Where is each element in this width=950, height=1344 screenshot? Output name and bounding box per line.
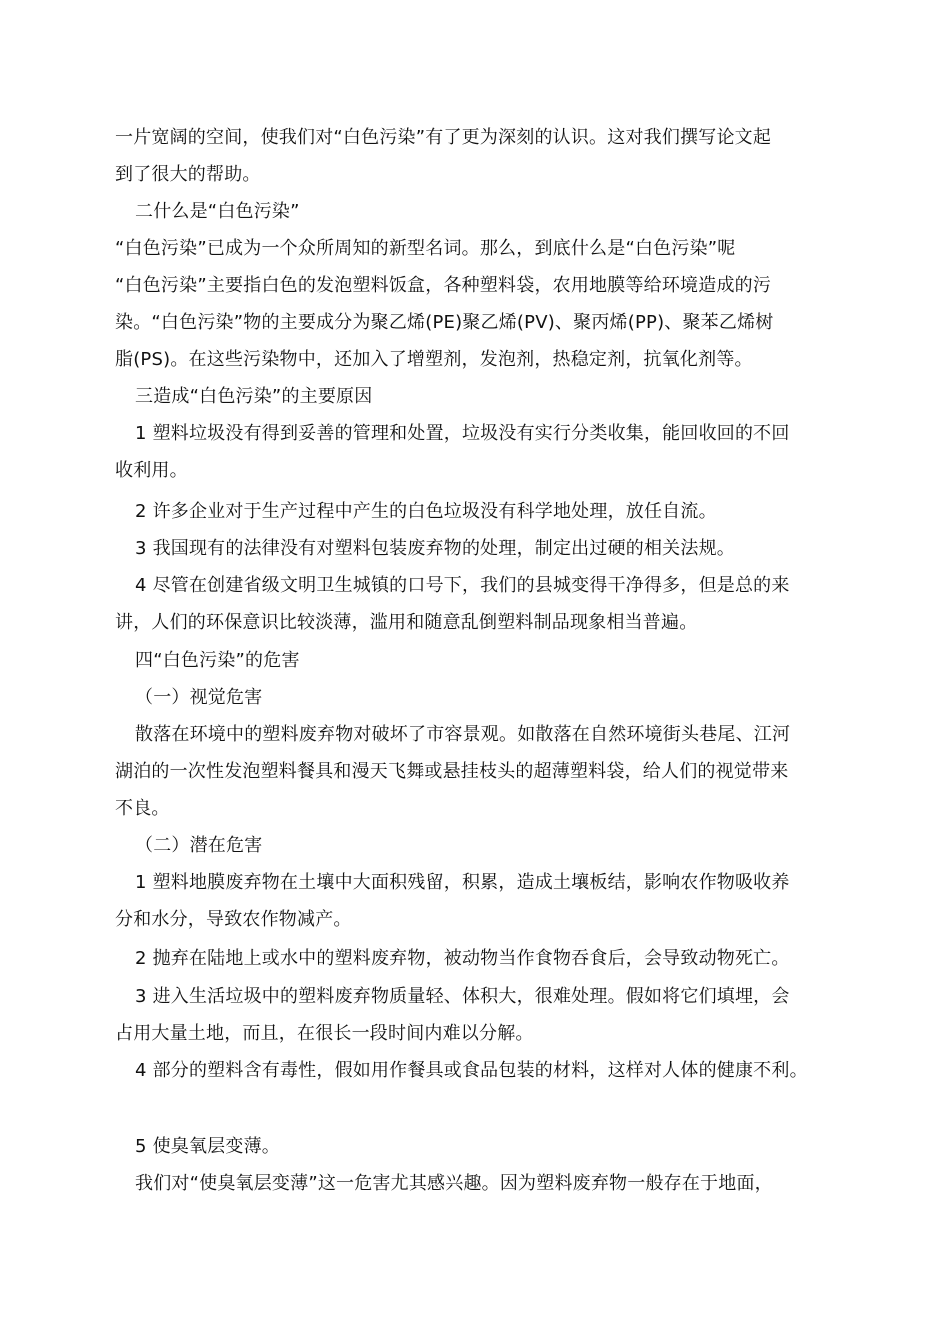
text-line: 我们对“使臭氧层变薄”这一危害尤其感兴趣。因为塑料废弃物一般存在于地面，	[135, 1173, 773, 1194]
subsection-heading: （二）潜在危害	[135, 835, 263, 856]
section-heading: 四“白色污染”的危害	[135, 650, 300, 671]
text-line: 散落在环境中的塑料废弃物对破坏了市容景观。如散落在自然环境街头巷尾、江河	[135, 724, 791, 745]
text-line: 分和水分，导致农作物减产。	[115, 909, 352, 930]
text-line: 不良。	[115, 798, 170, 819]
text-line: 1 塑料垃圾没有得到妥善的管理和处置，垃圾没有实行分类收集，能回收回的不回	[135, 423, 790, 444]
text-line: 1 塑料地膜废弃物在土壤中大面积残留，积累，造成土壤板结，影响农作物吸收养	[135, 872, 790, 893]
text-line: 收利用。	[115, 460, 188, 481]
subsection-heading: （一）视觉危害	[135, 687, 263, 708]
text-line: 脂(PS)。在这些污染物中，还加入了增塑剂，发泡剂，热稳定剂，抗氧化剂等。	[115, 349, 753, 370]
section-heading: 二什么是“白色污染”	[135, 201, 300, 222]
text-line: 到了很大的帮助。	[115, 164, 261, 185]
text-line: 染。“白色污染”物的主要成分为聚乙烯(PE)聚乙烯(PV)、聚丙烯(PP)、聚苯乙烯树	[115, 312, 774, 333]
text-line: 3 我国现有的法律没有对塑料包装废弃物的处理，制定出过硬的相关法规。	[135, 538, 735, 559]
text-line: 一片宽阔的空间，使我们对“白色污染”有了更为深刻的认识。这对我们撰写论文起	[115, 127, 772, 148]
text-line: 3 进入生活垃圾中的塑料废弃物质量轻、体积大，很难处理。假如将它们填埋，会	[135, 986, 790, 1007]
text-line: 2 许多企业对于生产过程中产生的白色垃圾没有科学地处理，放任自流。	[135, 501, 717, 522]
text-line: “白色污染”已成为一个众所周知的新型名词。那么，到底什么是“白色污染”呢	[115, 238, 736, 259]
text-line: 5 使臭氧层变薄。	[135, 1136, 280, 1157]
text-line: 4 尽管在创建省级文明卫生城镇的口号下，我们的县城变得干净得多，但是总的来	[135, 575, 790, 596]
text-line: 4 部分的塑料含有毒性，假如用作餐具或食品包装的材料，这样对人体的健康不利。	[135, 1060, 808, 1081]
section-heading: 三造成“白色污染”的主要原因	[135, 386, 373, 407]
text-line: 占用大量土地，而且，在很长一段时间内难以分解。	[115, 1023, 534, 1044]
text-line: 讲，人们的环保意识比较淡薄，滥用和随意乱倒塑料制品现象相当普遍。	[115, 612, 698, 633]
text-line: 2 抛弃在陆地上或水中的塑料废弃物，被动物当作食物吞食后，会导致动物死亡。	[135, 948, 790, 969]
text-line: 湖泊的一次性发泡塑料餐具和漫天飞舞或悬挂枝头的超薄塑料袋，给人们的视觉带来	[115, 761, 789, 782]
text-line: “白色污染”主要指白色的发泡塑料饭盒，各种塑料袋，农用地膜等给环境造成的污	[115, 275, 772, 296]
